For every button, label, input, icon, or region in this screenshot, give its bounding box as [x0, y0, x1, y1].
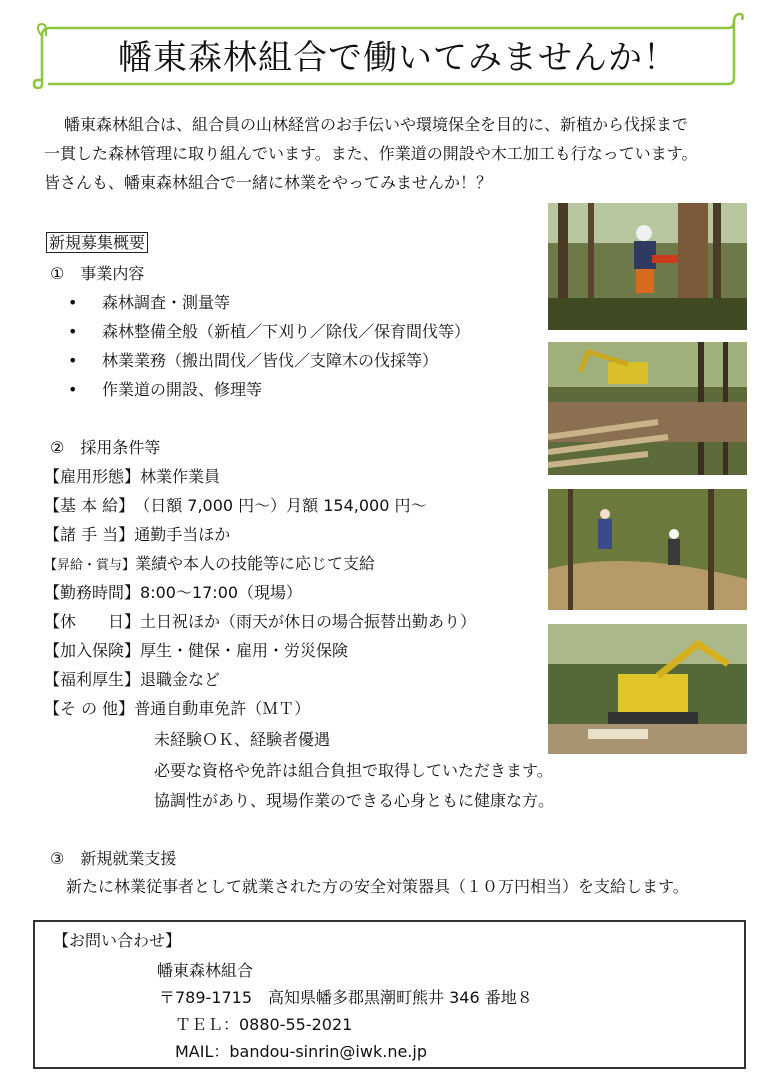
recruit-heading — [46, 232, 148, 254]
condition-row — [44, 524, 230, 546]
business-item-text: 森林整備全般（新植／下刈り／除伐／保育間伐等） — [102, 322, 471, 341]
intro-line-1: 幡東森林組合は、組合員の山林経営のお手伝いや環境保全を目的に、新植から伐採まで — [64, 115, 689, 134]
condition-value: 退職金など — [140, 670, 221, 689]
condition-label: 【基 本 給】 — [44, 496, 135, 515]
contact-org: 幡東森林組合 — [157, 961, 254, 980]
condition-row — [44, 611, 476, 633]
intro-line-3: 皆さんも、幡東森林組合で一緒に林業をやってみませんか！？ — [44, 173, 493, 192]
condition-value: 普通自動車免許（ＭＴ） — [134, 699, 311, 718]
condition-row — [44, 640, 348, 662]
page-title: 幡東森林組合で働いてみませんか！ — [118, 38, 678, 78]
condition-row — [44, 466, 220, 488]
business-item-text: 作業道の開設、修理等 — [102, 380, 263, 399]
condition-value: 林業作業員 — [140, 467, 221, 486]
title-banner — [28, 8, 744, 90]
condition-label: 【勤務時間】 — [44, 583, 141, 602]
business-item-text: 森林調査・測量等 — [102, 293, 231, 312]
photo-excavator-logs — [548, 342, 747, 475]
section3-title: ③ 新規就業支援 — [50, 849, 177, 868]
condition-row — [44, 553, 375, 577]
intro-paragraph — [44, 110, 756, 197]
condition-value: 厚生・健保・雇用・労災保険 — [140, 641, 349, 660]
condition-value: 通勤手当ほか — [134, 525, 231, 544]
condition-label: 【そ の 他】 — [44, 699, 135, 718]
intro-line-2: 一貫した森林管理に取り組んでいます。また、作業道の開設や木工加工も行なっています。 — [44, 144, 698, 163]
business-item — [68, 379, 263, 401]
bullet-dot: • — [68, 293, 78, 312]
recruit-heading-label: 新規募集概要 — [46, 232, 148, 253]
condition-label: 【加入保険】 — [44, 641, 141, 660]
bullet-dot: • — [68, 351, 78, 370]
business-item — [68, 321, 471, 343]
business-item — [68, 350, 439, 372]
other-condition-line: 未経験ＯＫ、経験者優遇 — [154, 730, 331, 749]
condition-row — [44, 669, 220, 691]
contact-heading: 【お問い合わせ】 — [53, 931, 182, 950]
other-condition-line: 協調性があり、現場作業のできる心身ともに健康な方。 — [154, 791, 555, 810]
condition-value: 8:00～17:00（現場） — [140, 583, 303, 602]
other-condition-line: 必要な資格や免許は組合負担で取得していただきます。 — [154, 761, 553, 780]
condition-label: 【福利厚生】 — [44, 670, 141, 689]
contact-address: 〒789-1715 高知県幡多郡黒潮町熊井 346 番地８ — [159, 988, 533, 1007]
contact-box — [33, 920, 746, 1069]
contact-mail: MAIL：bandou-sinrin@iwk.ne.jp — [175, 1042, 427, 1061]
condition-row — [44, 582, 302, 604]
contact-tel: ＴＥＬ：0880-55-2021 — [175, 1015, 353, 1034]
photo-survey-work — [548, 489, 747, 610]
condition-value: 業績や本人の技能等に応じて支給 — [135, 554, 376, 573]
condition-label: 【雇用形態】 — [44, 467, 141, 486]
bullet-dot: • — [68, 380, 78, 399]
condition-row — [44, 495, 427, 517]
bullet-dot: • — [68, 322, 78, 341]
condition-label: 【休 日】 — [44, 612, 141, 631]
business-item — [68, 292, 231, 314]
section2-title: ② 採用条件等 — [50, 438, 161, 457]
condition-row — [44, 698, 310, 720]
condition-value: 土日祝ほか（雨天が休日の場合振替出勤あり） — [140, 612, 477, 631]
section1-title: ① 事業内容 — [50, 264, 145, 283]
condition-label: 【昇給・賞与】 — [44, 558, 136, 573]
section3-body: 新たに林業従事者として就業された方の安全対策器具（１０万円相当）を支給します。 — [66, 877, 689, 896]
photo-excavator-road — [548, 624, 747, 754]
condition-label: 【諸 手 当】 — [44, 525, 135, 544]
photo-chainsaw-felling — [548, 203, 747, 330]
business-item-text: 林業業務（搬出間伐／皆伐／支障木の伐採等） — [102, 351, 439, 370]
condition-value: （日額 7,000 円～）月額 154,000 円～ — [134, 496, 427, 515]
